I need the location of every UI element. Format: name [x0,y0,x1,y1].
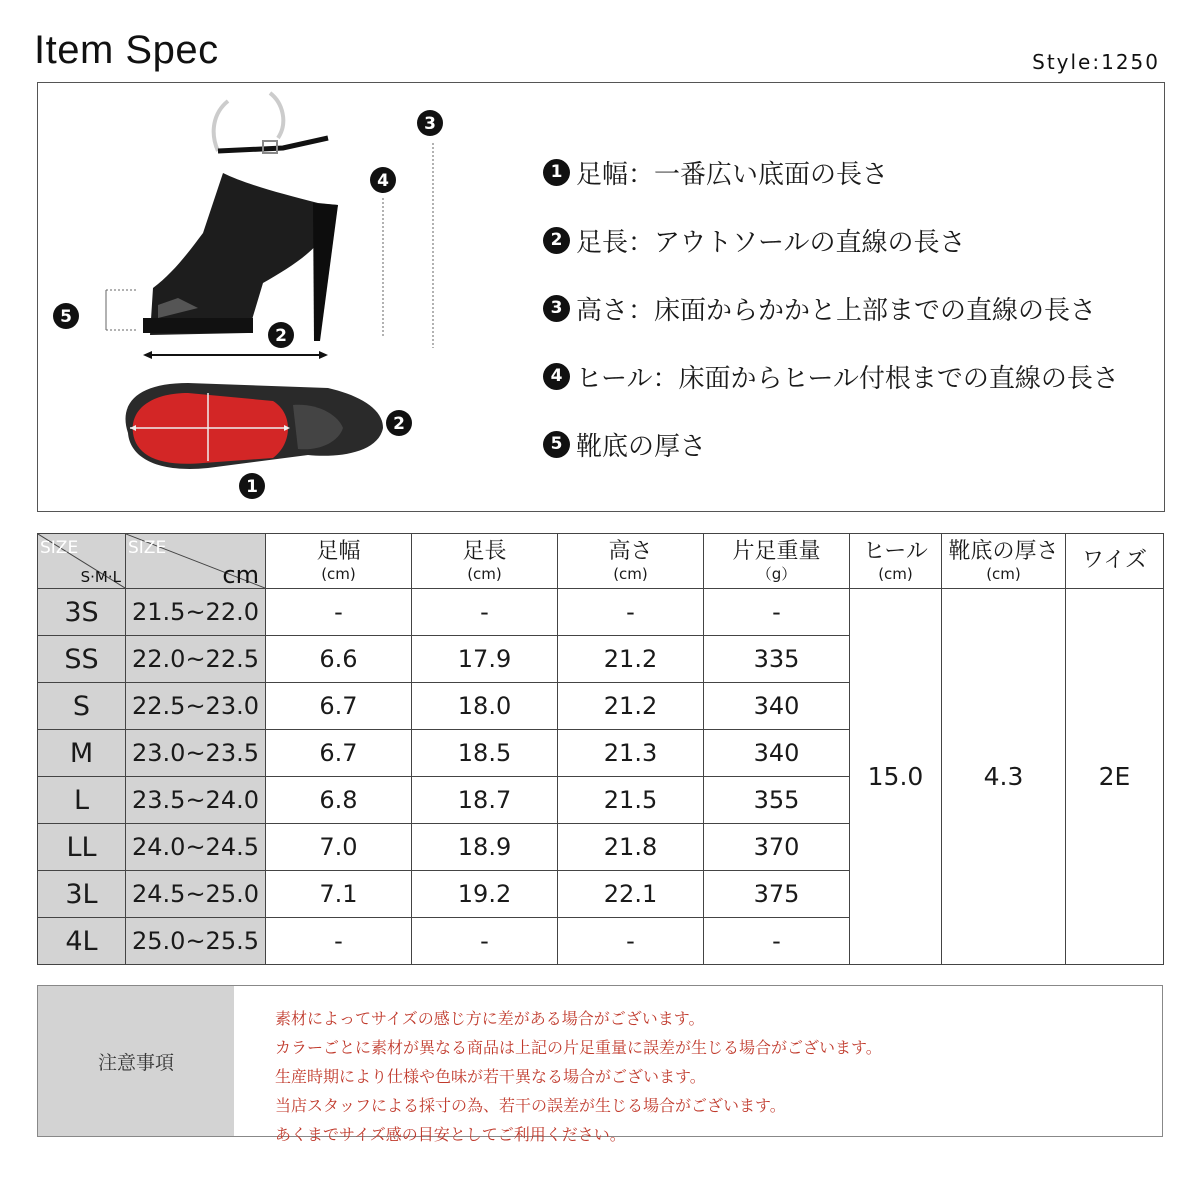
size-label: 3L [38,871,126,918]
cell-width: 7.1 [266,871,412,918]
svg-text:1: 1 [246,477,258,497]
legend-text: 足長：アウトソールの直線の長さ [576,227,966,258]
header-wise: ワイズ [1066,534,1164,589]
number-1-icon: 1 [543,159,570,186]
size-cm: 22.0~22.5 [126,636,266,683]
note-line: 当店スタッフによる採寸の為、若干の誤差が生じる場合がございます。 [275,1096,786,1115]
size-label: 3S [38,589,126,636]
note-line: 生産時期により仕様や色味が若干異なる場合がございます。 [275,1067,706,1086]
size-label: 4L [38,918,126,965]
note-line: カラーごとに素材が異なる商品は上記の片足重量に誤差が生じる場合がございます。 [275,1038,882,1057]
legend-text: 靴底の厚さ [576,431,707,462]
cell-height: 21.8 [558,824,704,871]
legend-item [543,410,1163,478]
svg-text:2: 2 [275,326,287,346]
cell-height: 21.2 [558,683,704,730]
corner-size-cm: SIZE cm [126,534,266,589]
spec-panel [37,82,1165,512]
legend-item [543,206,1163,274]
cell-width: 7.0 [266,824,412,871]
cell-weight: 335 [704,636,850,683]
shoe-diagram [38,83,538,513]
cell-length: 18.5 [412,730,558,777]
size-label: S [38,683,126,730]
cell-height: 21.5 [558,777,704,824]
cell-weight: 355 [704,777,850,824]
size-label: LL [38,824,126,871]
header-weight: 片足重量 （g） [704,534,850,589]
cell-length: 19.2 [412,871,558,918]
size-cm: 21.5~22.0 [126,589,266,636]
cell-height: 22.1 [558,871,704,918]
cell-length: 18.9 [412,824,558,871]
style-code: Style:1250 [1032,50,1160,74]
header-sole-thickness: 靴底の厚さ (cm) [942,534,1066,589]
svg-text:3: 3 [424,114,436,134]
cell-weight: 340 [704,683,850,730]
cell-weight: 340 [704,730,850,777]
cell-weight: - [704,918,850,965]
cell-height: 21.3 [558,730,704,777]
size-label: M [38,730,126,777]
header-width: 足幅 (cm) [266,534,412,589]
measurement-legend [543,138,1163,478]
legend-item [543,138,1163,206]
legend-item [543,342,1163,410]
cell-height: - [558,918,704,965]
size-cm: 24.0~24.5 [126,824,266,871]
size-cm: 25.0~25.5 [126,918,266,965]
cell-weight: 370 [704,824,850,871]
note-line: 素材によってサイズの感じ方に差がある場合がございます。 [275,1009,705,1028]
cell-weight: - [704,589,850,636]
size-table [37,533,1164,965]
shoe-illustration [38,83,538,513]
header-heel: ヒール (cm) [850,534,942,589]
cell-height: 21.2 [558,636,704,683]
number-4-icon: 4 [543,363,570,390]
cell-length: 17.9 [412,636,558,683]
size-label: SS [38,636,126,683]
svg-text:5: 5 [60,307,72,327]
legend-text: ヒール：床面からヒール付根までの直線の長さ [576,363,1119,394]
cell-width: - [266,589,412,636]
table-row [38,589,1164,636]
corner-size-sml: SIZE S·M·L [38,534,126,589]
size-cm: 24.5~25.0 [126,871,266,918]
number-2-icon: 2 [543,227,570,254]
cell-weight: 375 [704,871,850,918]
number-3-icon: 3 [543,295,570,322]
size-label: L [38,777,126,824]
notes-label: 注意事項 [38,986,234,1136]
cell-length: 18.0 [412,683,558,730]
cell-width: 6.6 [266,636,412,683]
notes-body [275,1004,882,1149]
svg-text:2: 2 [393,414,405,434]
size-cm: 23.5~24.0 [126,777,266,824]
header-height: 高さ (cm) [558,534,704,589]
legend-text: 高さ：床面からかかと上部までの直線の長さ [576,295,1097,326]
header-length: 足長 (cm) [412,534,558,589]
page-title: Item Spec [34,28,219,72]
cell-width: - [266,918,412,965]
number-5-icon: 5 [543,431,570,458]
note-line: あくまでサイズ感の目安としてご利用ください。 [275,1125,626,1144]
notes-panel [37,985,1163,1144]
cell-sole: 4.3 [942,589,1066,965]
size-cm: 22.5~23.0 [126,683,266,730]
cell-length: - [412,589,558,636]
cell-width: 6.7 [266,730,412,777]
cell-height: - [558,589,704,636]
size-cm: 23.0~23.5 [126,730,266,777]
cell-heel: 15.0 [850,589,942,965]
cell-length: 18.7 [412,777,558,824]
legend-text: 足幅：一番広い底面の長さ [576,159,889,190]
cell-length: - [412,918,558,965]
legend-item [543,274,1163,342]
table-header-row [38,534,1164,589]
svg-text:4: 4 [377,171,389,191]
cell-width: 6.8 [266,777,412,824]
cell-width: 6.7 [266,683,412,730]
cell-wise: 2E [1066,589,1164,965]
